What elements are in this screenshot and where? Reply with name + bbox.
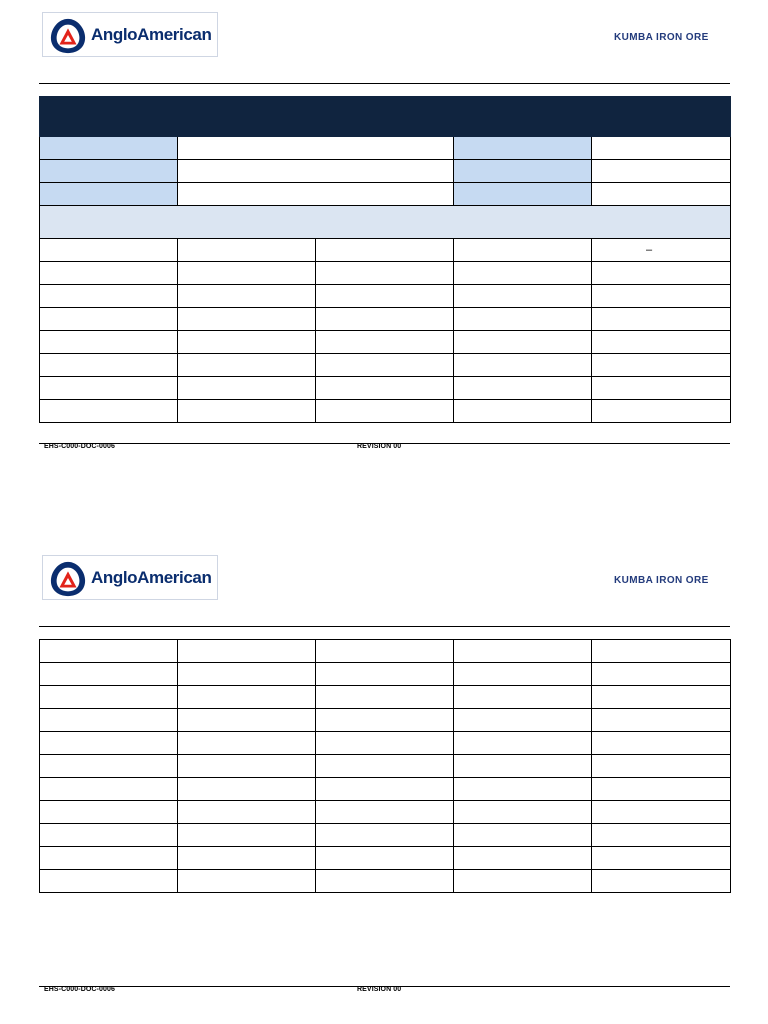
grid-cell[interactable] (454, 400, 592, 423)
grid-cell[interactable] (316, 640, 454, 663)
grid-cell-marker: – (592, 239, 731, 262)
page-2 (0, 543, 768, 1024)
form-title-banner (40, 97, 731, 137)
grid-cell[interactable] (40, 824, 178, 847)
grid-cell[interactable] (454, 801, 592, 824)
grid-cell[interactable] (40, 709, 178, 732)
grid-cell[interactable] (178, 377, 316, 400)
grid-row (40, 778, 731, 801)
grid-cell[interactable] (316, 824, 454, 847)
grid-cell[interactable] (178, 732, 316, 755)
info-label-cell (454, 160, 592, 183)
grid-cell[interactable] (178, 801, 316, 824)
grid-row (40, 400, 731, 423)
info-row (40, 160, 731, 183)
grid-cell[interactable] (592, 640, 731, 663)
grid-cell[interactable] (178, 709, 316, 732)
grid-cell[interactable] (40, 663, 178, 686)
grid-row (40, 308, 731, 331)
grid-cell[interactable] (178, 640, 316, 663)
info-value-field[interactable] (178, 183, 454, 206)
grid-cell[interactable] (316, 331, 454, 354)
grid-row (40, 870, 731, 893)
grid-cell[interactable] (454, 285, 592, 308)
grid-cell[interactable] (178, 824, 316, 847)
grid-cell[interactable] (316, 400, 454, 423)
document-code: EHS-C000-DOC-0006 (44, 986, 115, 993)
info-label-cell (454, 137, 592, 160)
grid-cell[interactable] (592, 847, 731, 870)
info-label-cell (40, 137, 178, 160)
info-value-field[interactable] (592, 137, 731, 160)
grid-cell[interactable] (178, 847, 316, 870)
grid-row (40, 285, 731, 308)
grid-cell[interactable] (592, 663, 731, 686)
grid-cell[interactable] (592, 801, 731, 824)
grid-cell[interactable] (454, 239, 592, 262)
grid-cell[interactable] (454, 778, 592, 801)
grid-cell[interactable] (316, 308, 454, 331)
info-value-field[interactable] (592, 183, 731, 206)
grid-row (40, 755, 731, 778)
grid-cell[interactable] (454, 732, 592, 755)
section-header-row (40, 206, 731, 239)
anglo-american-logo (42, 555, 218, 600)
grid-cell[interactable] (454, 377, 592, 400)
grid-cell[interactable] (592, 870, 731, 893)
grid-row (40, 354, 731, 377)
document-revision: REVISION 00 (357, 443, 402, 450)
grid-cell[interactable] (40, 308, 178, 331)
grid-row (40, 709, 731, 732)
grid-cell[interactable] (592, 709, 731, 732)
grid-cell[interactable] (178, 870, 316, 893)
grid-row (40, 686, 731, 709)
grid-cell[interactable] (178, 239, 316, 262)
grid-cell[interactable] (316, 686, 454, 709)
grid-cell[interactable] (316, 847, 454, 870)
grid-row (40, 732, 731, 755)
grid-cell[interactable] (40, 331, 178, 354)
info-row (40, 183, 731, 206)
page-1 (0, 0, 768, 500)
grid-cell[interactable] (454, 847, 592, 870)
grid-cell[interactable] (40, 640, 178, 663)
anglo-american-logo (42, 12, 218, 57)
grid-cell[interactable] (40, 732, 178, 755)
header-rule (39, 83, 730, 84)
grid-row (40, 331, 731, 354)
grid-row (40, 377, 731, 400)
grid-cell[interactable] (316, 732, 454, 755)
grid-cell[interactable] (316, 778, 454, 801)
grid-row (40, 239, 731, 262)
grid-row (40, 262, 731, 285)
grid-cell[interactable] (454, 331, 592, 354)
grid-cell[interactable] (592, 755, 731, 778)
grid-cell[interactable] (316, 285, 454, 308)
grid-cell[interactable] (178, 686, 316, 709)
grid-cell[interactable] (454, 824, 592, 847)
grid-cell[interactable] (40, 377, 178, 400)
grid-cell[interactable] (316, 801, 454, 824)
grid-cell[interactable] (178, 778, 316, 801)
grid-cell[interactable] (178, 755, 316, 778)
grid-cell[interactable] (454, 640, 592, 663)
grid-cell[interactable] (178, 262, 316, 285)
grid-cell[interactable] (40, 262, 178, 285)
grid-cell[interactable] (454, 262, 592, 285)
grid-cell[interactable] (592, 400, 731, 423)
logo-wordmark: AngloAmerican (91, 25, 212, 44)
grid-row (40, 663, 731, 686)
grid-cell[interactable] (40, 400, 178, 423)
anglo-american-logo-icon (49, 559, 87, 599)
grid-cell[interactable] (316, 870, 454, 893)
grid-cell[interactable] (178, 663, 316, 686)
subsidiary-name: KUMBA IRON ORE (614, 575, 709, 586)
grid-cell[interactable] (40, 686, 178, 709)
grid-cell[interactable] (316, 262, 454, 285)
info-value-field[interactable] (178, 160, 454, 183)
grid-cell[interactable] (592, 824, 731, 847)
grid-row (40, 801, 731, 824)
grid-cell[interactable] (316, 377, 454, 400)
info-value-field[interactable] (592, 160, 731, 183)
grid-cell[interactable] (178, 354, 316, 377)
info-label-cell (40, 160, 178, 183)
grid-cell[interactable] (40, 847, 178, 870)
grid-cell[interactable] (454, 709, 592, 732)
document-revision: REVISION 00 (357, 986, 402, 993)
form-table (39, 96, 731, 423)
grid-cell[interactable] (454, 686, 592, 709)
grid-cell[interactable] (40, 285, 178, 308)
grid-cell[interactable] (316, 755, 454, 778)
grid-row (40, 640, 731, 663)
info-value-field[interactable] (178, 137, 454, 160)
grid-cell[interactable] (40, 755, 178, 778)
grid-cell[interactable] (454, 663, 592, 686)
info-row (40, 137, 731, 160)
anglo-american-logo-icon (49, 16, 87, 56)
grid-cell[interactable] (592, 377, 731, 400)
grid-cell[interactable] (592, 686, 731, 709)
grid-cell[interactable] (316, 663, 454, 686)
grid-cell[interactable] (454, 354, 592, 377)
grid-cell[interactable] (592, 331, 731, 354)
header-rule (39, 626, 730, 627)
grid-cell[interactable] (178, 331, 316, 354)
grid-cell[interactable] (592, 308, 731, 331)
grid-cell[interactable] (592, 778, 731, 801)
grid-cell[interactable] (178, 308, 316, 331)
info-label-cell (454, 183, 592, 206)
grid-cell[interactable] (40, 354, 178, 377)
grid-cell[interactable] (316, 354, 454, 377)
grid-cell[interactable] (592, 732, 731, 755)
grid-cell[interactable] (592, 354, 731, 377)
grid-cell[interactable] (40, 801, 178, 824)
grid-row (40, 824, 731, 847)
grid-cell[interactable] (40, 778, 178, 801)
logo-wordmark: AngloAmerican (91, 568, 212, 587)
grid-cell[interactable] (178, 400, 316, 423)
grid-row (40, 847, 731, 870)
grid-cell[interactable] (454, 870, 592, 893)
grid-cell[interactable] (178, 285, 316, 308)
info-label-cell (40, 183, 178, 206)
continuation-table (39, 639, 731, 893)
grid-cell[interactable] (40, 870, 178, 893)
grid-cell[interactable] (592, 285, 731, 308)
grid-cell[interactable] (592, 262, 731, 285)
grid-cell[interactable] (316, 709, 454, 732)
grid-cell[interactable] (454, 755, 592, 778)
document-code: EHS-C000-DOC-0006 (44, 443, 115, 450)
grid-cell[interactable] (454, 308, 592, 331)
subsidiary-name: KUMBA IRON ORE (614, 32, 709, 43)
grid-cell[interactable] (316, 239, 454, 262)
grid-cell[interactable] (40, 239, 178, 262)
